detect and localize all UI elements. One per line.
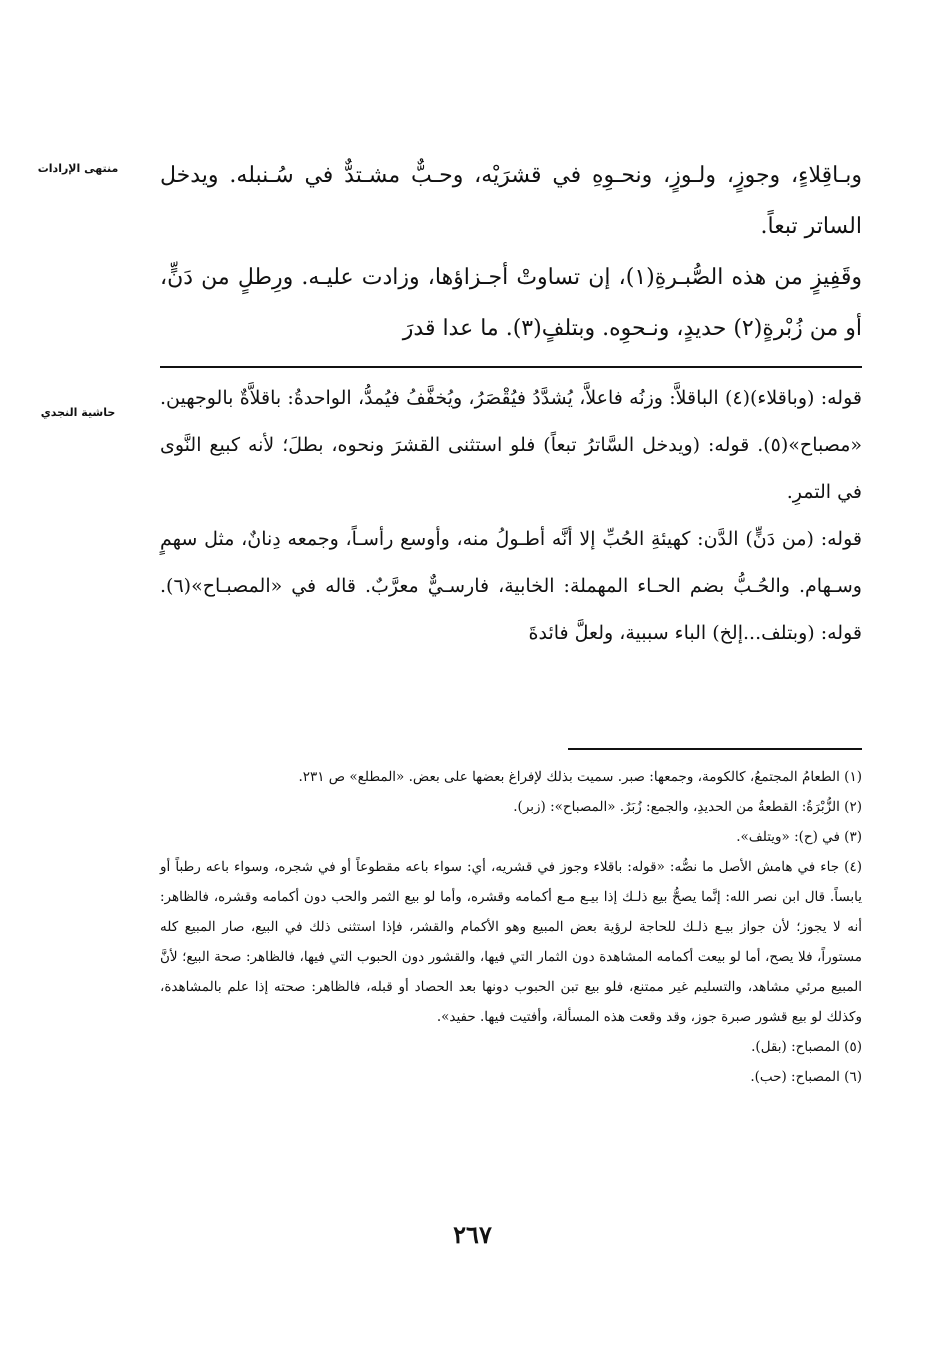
footnote: (٦) المصباح: (حب). — [750, 1069, 862, 1085]
footnote: (٣) في (ح): «ويتلف». — [736, 829, 862, 845]
footnote: (٢) الزُّبْرَةُ: القطعةُ من الحديدِ، والجمع: زُبَرٌ. «المصباح»: (زبر). — [513, 799, 862, 815]
hashiya-text — [160, 375, 862, 657]
side-label-main: منتهى الإرادات — [37, 162, 119, 175]
footnote-divider — [568, 748, 862, 750]
footnote: (١) الطعامُ المجتمعُ، كالكومة، وجمعها: صبر. سميت بذلك لإفراغ بعضها على بعض. «المطلع» ص ٢٣١. — [298, 769, 862, 785]
main-paragraph: وبـاقِلاءٍ، وجوزٍ، ولـوزٍ، ونحـوِهِ في قشرَيْه، وحـبٌّ مشـتدٌّ في سُـنبله. ويدخل الساتر تبعاً. — [160, 163, 862, 239]
main-text — [160, 150, 862, 354]
main-paragraph: وقَفِيزٍ من هذه الصُّبـرةِ(١)، إن تساوتْ أجـزاؤها، وزادت عليـه. ورِطلٍ من دَنٍّ، أو من زُبْرةٍ(٢) حديدٍ، ونـحوِه. وبتلفٍ(٣). ما عدا قدرَ — [160, 265, 862, 341]
side-label-hashiya: حاشية النجدي — [40, 406, 116, 419]
footnote: (٤) جاء في هامش الأصل ما نصُّه: «قوله: باقلاء وجوز في قشريه، أي: سواء باعه مقطوعاً أو في شجره، وسواء باعه رطباً أو يابساً. قال ابن نصر الله: إنَّما يصحُّ بيع ذلـك إذا بيـع مـع أكمامه وقشره، وأما لو بيع الثمر والحب دون أكمامه وقشره، فالظاهر: أنه لا يجوز؛ لأن جواز بيـع ذلـك للحاجة لرؤية بعض المبيع وهو الأكمام والقشر، فإذا استثنى ذلك في البيع، صار المبيع كله مستوراً، فلا يصح، أما لو بيعت أكمامه المشاهدة دون الثمار التي فيها، والقشور دون الحبوب التي فيها، فالظاهر: صحة البيع؛ لأنَّ المبيع مرئي مشاهد، والتسليم غير ممتنع، فلو بيع تبن الحبوب دونها بعد الحصاد أو قبله، فالظاهر: صحته إذا علم بالمشاهدة، وكذلك لو بيع قشور صبرة جوز، وقد وقعت هذه المسألة، وأفتيت فيها. حفيد». — [160, 859, 862, 1025]
footnotes — [160, 762, 862, 1092]
hashiya-paragraph: قوله: (من دَنٍّ) الدَّن: كهيئةِ الحُبِّ إلا أنَّه أطـولُ منه، وأوسع رأسـاً، وجمعه دِنانٌ، مثل سهمٍ وسـهام. والحُـبُّ بضم الحـاء المهملة: الخابية، فارسـيٌّ معرَّبٌ. قاله في «المصبـاح»(٦). قوله: (وبتلف...إلخ) الباء سببية، ولعلَّ فائدةَ — [160, 528, 862, 644]
main-divider — [160, 366, 862, 368]
page-number: ٢٦٧ — [453, 1220, 492, 1249]
footnote: (٥) المصباح: (بقل). — [751, 1039, 862, 1055]
hashiya-paragraph: قوله: (وباقلاء)(٤) الباقلاَّ: وزنُه فاعلاَّ، يُشدَّدُ فيُقْصَرُ، ويُخفَّفُ فيُمدُّ، الواحدةُ: باقلاَّةٌ بالوجهين. «مصباح»(٥). قوله: (ويدخل السَّاترُ تبعاً) فلو استثنى القشرَ ونحوه، بطلَ؛ لأنه كبيع النَّوى في التمرِ. — [160, 387, 862, 503]
